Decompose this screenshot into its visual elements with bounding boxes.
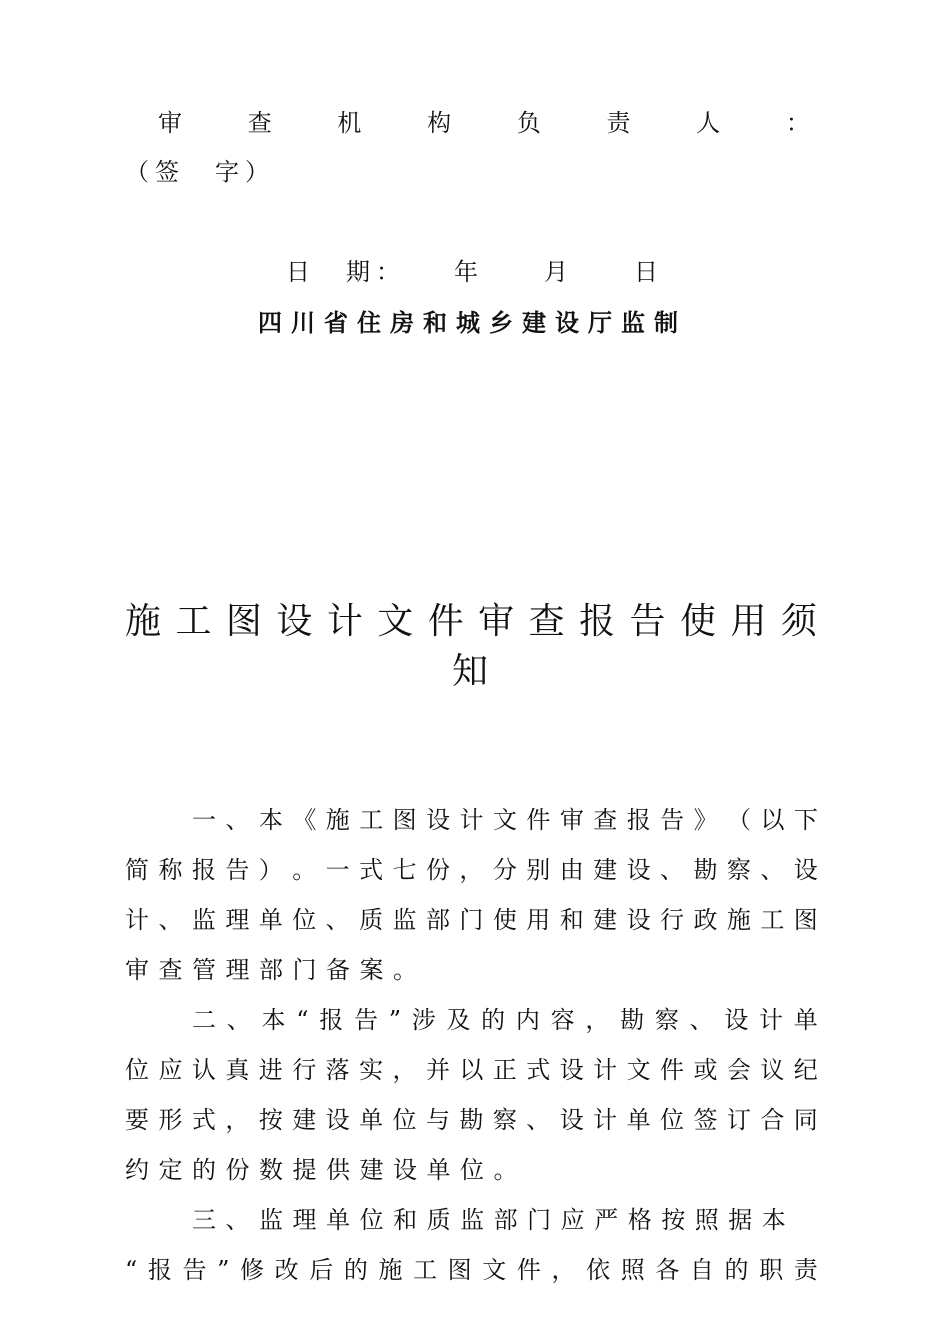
paragraph-2-line-4: 约定的份数提供建设单位。 <box>125 1156 527 1184</box>
notice-title: 施 工 图 设 计 文 件 审 查 报 告 使 用 须 <box>125 601 817 642</box>
date-line: 日 期： 年 月 日 <box>286 258 664 286</box>
paragraph-3-line-1: 三 、 监 理 单 位 和 质 监 部 门 应 严 格 按 照 据 本 <box>192 1206 786 1234</box>
reviewer-label: 审 查 机 构 负 责 人 ： <box>158 109 810 137</box>
paragraph-1-line-3: 计 、 监 理 单 位 、 质 监 部 门 使 用 和 建 设 行 政 施 工 图 <box>125 906 818 934</box>
paragraph-1-line-4: 审查管理部门备案。 <box>125 956 427 984</box>
paragraph-1-line-1: 一 、 本 《 施 工 图 设 计 文 件 审 查 报 告 》 （ 以 下 <box>192 806 818 834</box>
signature-note: （签 字） <box>125 158 275 186</box>
paragraph-2-line-2: 位 应 认 真 进 行 落 实 ， 并 以 正 式 设 计 文 件 或 会 议 纪 <box>125 1056 818 1084</box>
notice-title-continued: 知 <box>452 651 489 692</box>
issuer-line: 四川省住房和城乡建设厅监制 <box>258 309 687 337</box>
paragraph-2-line-1: 二 、 本 “ 报 告 ” 涉 及 的 内 容 ， 勘 察 、 设 计 单 <box>192 1006 818 1034</box>
paragraph-3-line-2: “ 报 告 ” 修 改 后 的 施 工 图 文 件 ， 依 照 各 自 的 职 责 <box>125 1256 818 1284</box>
paragraph-2-line-3: 要 形 式 ， 按 建 设 单 位 与 勘 察 、 设 计 单 位 签 订 合 同 <box>125 1106 818 1134</box>
paragraph-1-line-2: 简 称 报 告 ） 。 一 式 七 份 ， 分 别 由 建 设 、 勘 察 、 设 <box>125 856 818 884</box>
